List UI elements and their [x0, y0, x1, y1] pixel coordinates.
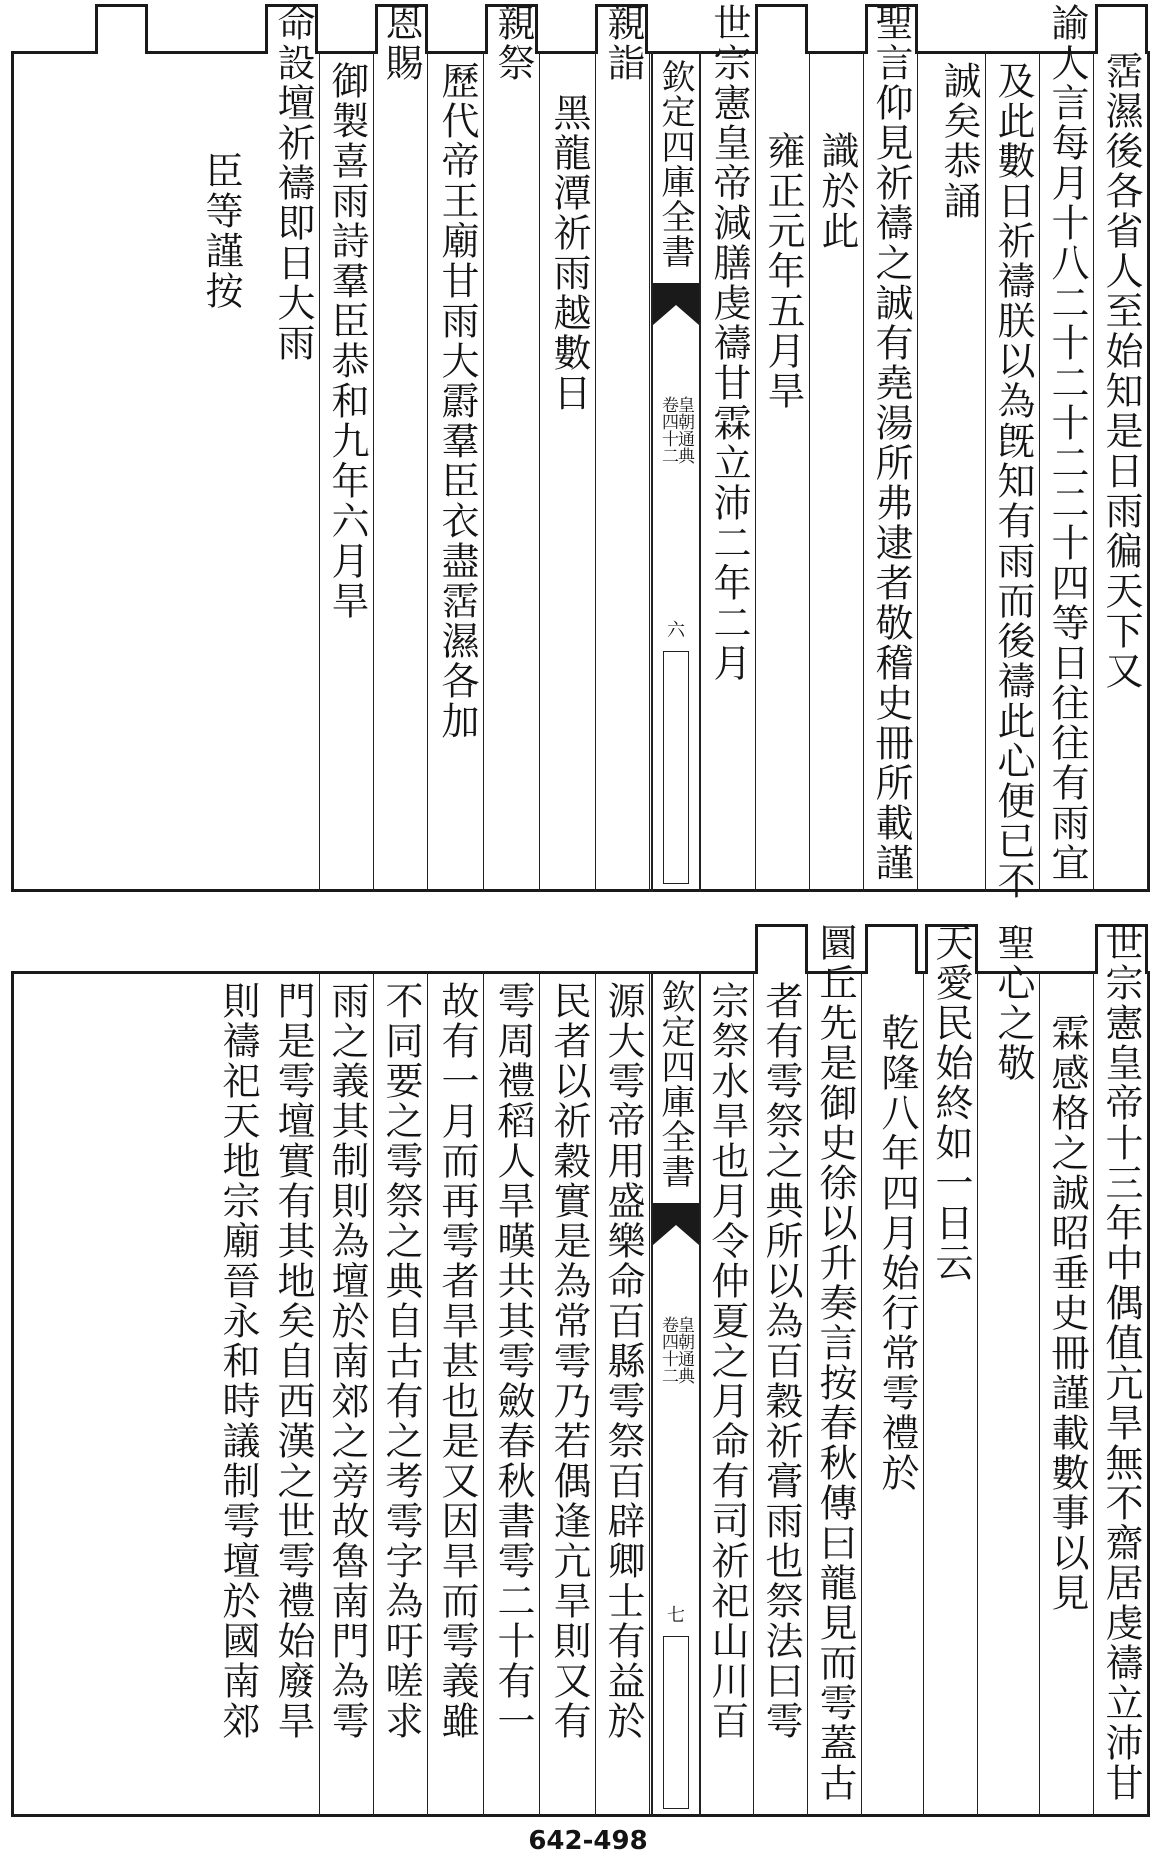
center-book-name: 皇朝通典	[674, 396, 694, 464]
text-column	[211, 971, 264, 1817]
column-text: 識於此	[815, 131, 859, 251]
column-text: 乾隆八年四月始行常雩禮於	[875, 1013, 919, 1493]
column-text: 臣等謹按	[199, 151, 243, 311]
center-book-title: 欽定四庫全書	[655, 979, 695, 1189]
text-column	[487, 3, 540, 892]
column-text: 及此數日祈禱朕以為旣知有雨而後禱此心便已不	[991, 61, 1035, 901]
folio-number: 六	[667, 620, 685, 641]
column-text: 民者以祈穀實是為常雩乃若偶逢亢旱則又有	[547, 981, 591, 1741]
column-text: 黑龍潭祈雨越數日	[547, 93, 591, 413]
text-column	[487, 971, 540, 1817]
raised-column-tab	[865, 924, 918, 974]
text-column	[811, 51, 864, 892]
column-text: 雩周禮稻人旱暵共其雩斂春秋書雩二十有一	[491, 981, 535, 1741]
column-text: 恩賜	[379, 3, 423, 83]
text-column	[1041, 971, 1094, 1817]
column-text: 聖言仰見祈禱之誠有堯湯所弗逮者敬稽史冊所載謹	[869, 3, 913, 883]
raised-column-tab	[755, 4, 808, 54]
column-text: 霖感格之誠昭垂史冊謹載數事以見	[1045, 1013, 1089, 1613]
center-fold	[651, 971, 701, 1817]
text-column	[703, 3, 756, 892]
text-column	[987, 51, 1040, 901]
fishtail-mark-icon	[653, 283, 699, 325]
column-text: 不同要之雩祭之典自古有之考雩字為吁嗟求	[379, 981, 423, 1741]
column-text: 御製喜雨詩羣臣恭和九年六月旱	[325, 61, 369, 621]
column-text: 圜丘先是御史徐以升奏言按春秋傳曰龍見而雩蓋古	[813, 923, 857, 1803]
text-column	[925, 923, 978, 1817]
column-text: 諭人言每月十八二十二十二二十四等日往往有雨宜	[1045, 3, 1089, 883]
text-column	[865, 3, 918, 892]
upper-page	[11, 3, 1150, 901]
fishtail-mark-icon	[653, 1203, 699, 1245]
column-text: 世宗憲皇帝十三年中偶值亢旱無不齋居虔禱立沛甘	[1099, 923, 1143, 1803]
text-column	[267, 971, 320, 1817]
column-text: 則禱祀天地宗廟晉永和時議制雩壇於國南郊	[216, 981, 260, 1741]
page-reference-number: 642-498	[528, 1826, 648, 1856]
text-column	[1095, 51, 1148, 892]
raised-column-tab	[95, 4, 148, 54]
center-fold	[651, 51, 701, 892]
column-text: 聖心之敬	[991, 923, 1035, 1083]
column-text: 源大雩帝用盛樂命百縣雩祭百辟卿士有益於	[601, 981, 645, 1741]
text-column	[755, 971, 808, 1817]
text-column	[597, 971, 650, 1817]
text-column	[431, 971, 484, 1817]
text-column	[1041, 3, 1094, 892]
column-text: 故有一月而再雩者旱甚也是又因旱而雩義雖	[435, 981, 479, 1741]
column-text: 歷代帝王廟甘雨大霨羣臣衣盡霑濕各加	[435, 61, 479, 741]
column-text: 者有雩祭之典所以為百穀祈膏雨也祭法曰雩	[759, 981, 803, 1741]
center-book-name: 皇朝通典	[674, 1316, 694, 1384]
text-column	[597, 3, 650, 892]
text-column	[1095, 923, 1148, 1817]
text-column	[375, 971, 428, 1817]
column-text: 命設壇祈禱即日大雨	[271, 3, 315, 363]
column-text: 世宗憲皇帝減膳虔禱甘霖立沛二年二月	[707, 3, 751, 683]
column-text: 親詣	[601, 3, 645, 83]
text-column	[871, 971, 924, 1817]
text-column	[809, 923, 862, 1817]
text-column	[701, 971, 754, 1817]
center-book-title: 欽定四庫全書	[655, 59, 695, 269]
folio-number: 七	[667, 1605, 685, 1626]
lower-page	[11, 924, 1150, 1817]
text-column	[431, 51, 484, 892]
text-column	[321, 51, 374, 892]
fold-box	[663, 651, 689, 884]
column-text: 誠矣恭誦	[937, 61, 981, 221]
text-column	[543, 971, 596, 1817]
text-column	[99, 51, 261, 892]
column-text: 雨之義其制則為壇於南郊之旁故魯南門為雩	[325, 981, 369, 1741]
text-column	[267, 3, 320, 892]
column-text: 天愛民始終如一日云	[929, 923, 973, 1283]
fold-box	[663, 1636, 689, 1809]
column-text: 門是雩壇實有其地矣自西漢之世雩禮始廢旱	[271, 981, 315, 1741]
raised-column-tab	[755, 924, 808, 974]
text-column	[543, 51, 596, 892]
text-column	[375, 3, 428, 892]
column-text: 霑濕後各省人至始知是日雨徧天下又	[1099, 51, 1143, 691]
column-text: 雍正元年五月旱	[761, 131, 805, 411]
text-column	[757, 51, 810, 892]
column-text: 親祭	[491, 3, 535, 83]
text-column	[933, 51, 986, 892]
text-column	[321, 971, 374, 1817]
text-column	[987, 923, 1040, 1817]
center-volume: 卷四十二	[658, 1316, 678, 1384]
center-volume: 卷四十二	[658, 396, 678, 464]
raised-column-tab	[1095, 4, 1148, 54]
column-text: 宗祭水旱也月令仲夏之月命有司祈祀山川百	[705, 981, 749, 1741]
